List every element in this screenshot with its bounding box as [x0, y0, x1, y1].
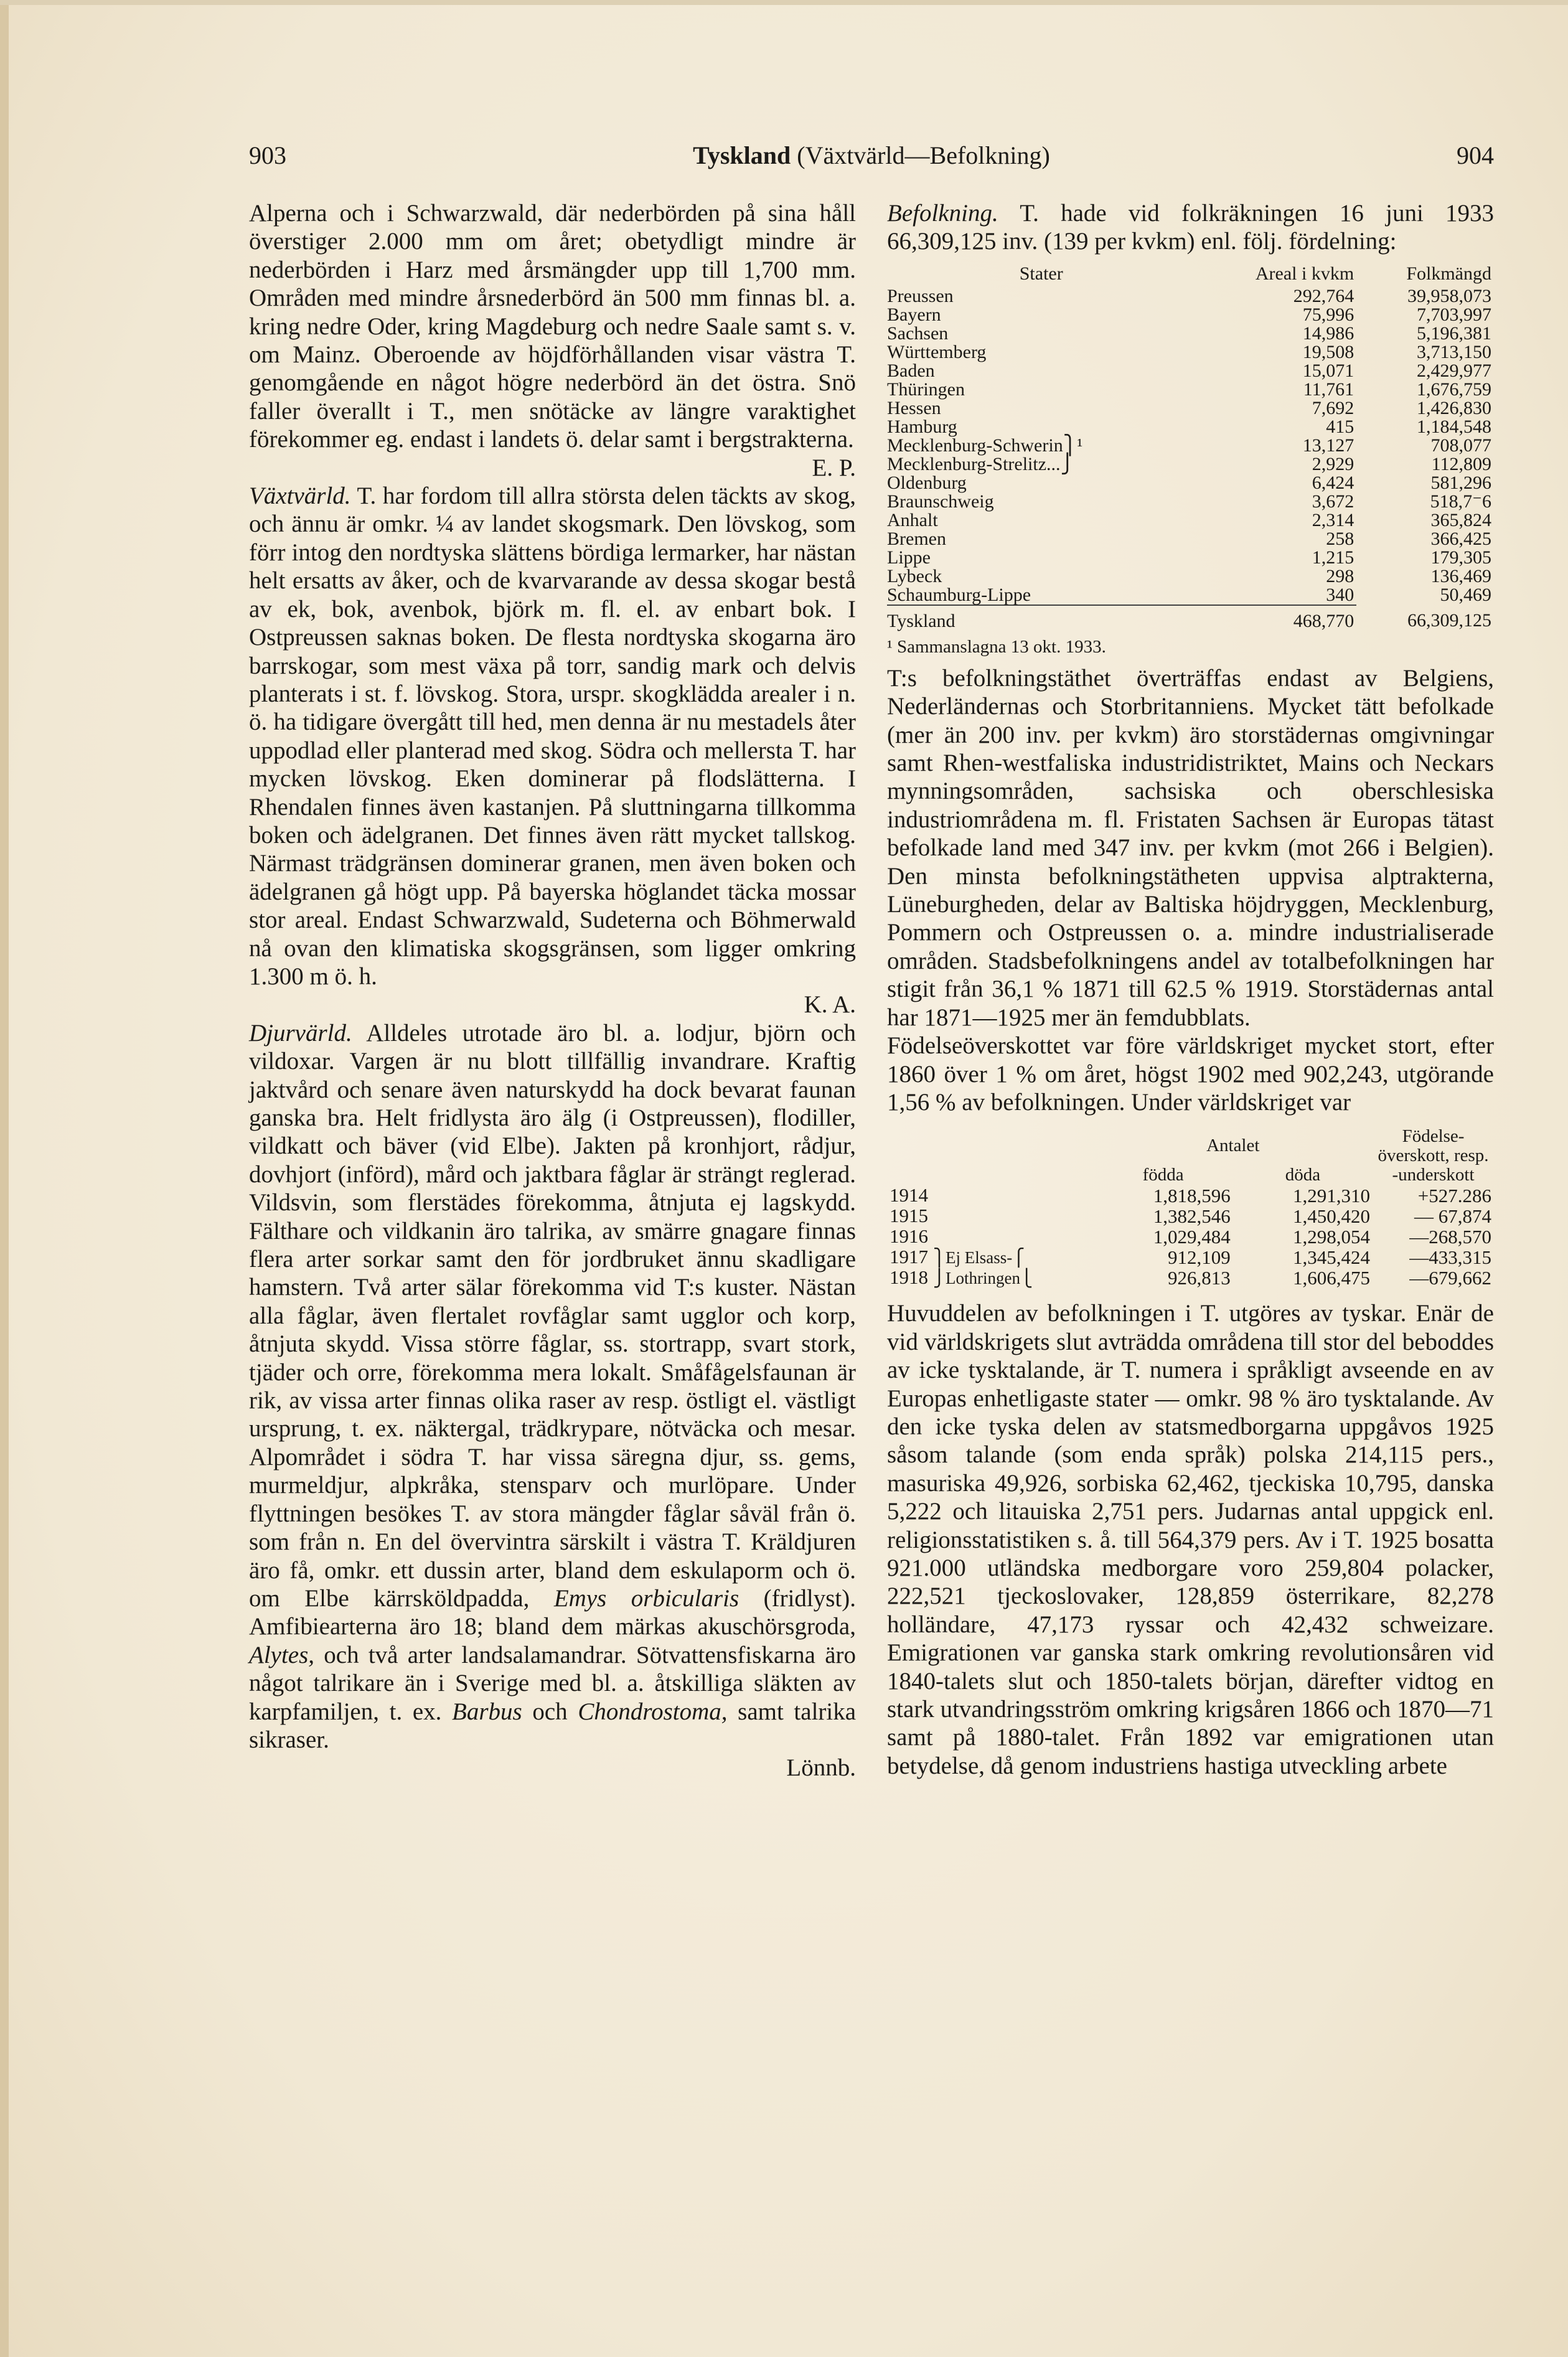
year-cell: 1917 ⎫Ej Elsass-⎧	[890, 1246, 1025, 1268]
deaths-cell: 1,291,310	[1293, 1185, 1370, 1207]
area-cell: 14,986	[1302, 322, 1354, 344]
table-row	[887, 362, 1494, 380]
table-row	[887, 474, 1494, 492]
year-cell: 1914	[890, 1184, 928, 1207]
population-cell: 581,296	[1430, 472, 1491, 493]
population-cell: 1,184,548	[1417, 416, 1491, 437]
table-row	[887, 492, 1494, 511]
column-header: Stater	[1019, 263, 1063, 284]
page-edge	[0, 0, 9, 2357]
population-cell: 366,425	[1430, 528, 1491, 549]
state-name: Mecklenburg-Schwerin⎫¹	[887, 435, 1083, 456]
state-name: Sachsen	[887, 322, 949, 344]
title-sub: (Växtvärld—Befolkning)	[797, 141, 1050, 169]
area-cell: 11,761	[1303, 379, 1354, 400]
table-row	[887, 1185, 1494, 1206]
table-row	[887, 306, 1494, 324]
table-row	[887, 418, 1494, 436]
state-name: Lybeck	[887, 565, 942, 586]
deaths-cell: 1,345,424	[1293, 1246, 1370, 1269]
area-cell: 415	[1326, 416, 1354, 437]
surplus-cell: —268,570	[1409, 1226, 1491, 1248]
year-cell: 1915	[890, 1205, 928, 1227]
page-number-right: 904	[1457, 141, 1494, 169]
table-row	[887, 436, 1494, 455]
table-row	[887, 1268, 1494, 1288]
year-cell: 1916	[890, 1225, 928, 1248]
population-cell: 3,713,150	[1417, 341, 1491, 362]
table-row	[887, 380, 1494, 399]
state-name: Baden	[887, 360, 935, 381]
table-row	[887, 1226, 1494, 1247]
paragraph-population: Befolkning. T. hade vid folkräkningen 16 juni 1933 66,309,125 inv. (139 per kvkm) enl. följ. fördelning:	[887, 200, 1494, 255]
surplus-cell: —433,315	[1409, 1246, 1491, 1269]
year-note: ⎫Ej Elsass-⎧	[932, 1248, 1025, 1268]
area-cell: 3,672	[1312, 491, 1354, 512]
year-cell: 1918 ⎭Lothringen⎩	[890, 1266, 1033, 1289]
paragraph-density: T:s befolkningstäthet överträffas endast av Belgiens, Nederländernas och Storbritanniens. Mycket tätt befolkade (mer än 200 inv. per kvkm) äro storstädernas omgivningar samt Rhen-westfaliska industridistriktet, Mains och Neckars mynningsområden, sachsiska och oberschlesiska industriområdena m. fl. Fristaten Sachsen är Europas tätast befolkade land med 347 inv. per kvkm (mot 266 i Belgien). Den minsta befolkningstätheten uppvisa alptrakterna, Lüneburgheden, delar av Baltiska höjdryggen, Mecklenburg, Pommern och Ostpreussen o. a. mindre industrialiserade områden. Stadsbefolkningens andel av totalbefolkningen har stigit från 36,1 % 1871 till 62.5 % 1919. Storstädernas antal har 1871—1925 mer än femdubblats.	[887, 664, 1494, 1031]
table-row	[887, 455, 1494, 474]
column-header-overskott: Födelse-överskott, resp. -underskott	[1378, 1126, 1489, 1185]
area-cell: 19,508	[1302, 341, 1354, 362]
state-name: Lippe	[887, 547, 931, 568]
population-cell: 50,469	[1440, 585, 1491, 606]
table-row	[887, 548, 1494, 567]
population-cell: 7,703,997	[1417, 304, 1491, 325]
area-cell: 75,996	[1302, 304, 1354, 325]
state-name: Bremen	[887, 528, 946, 549]
surplus-cell: +527.286	[1417, 1185, 1491, 1207]
state-name: Schaumburg-Lippe	[887, 584, 1031, 605]
table-row	[887, 586, 1494, 605]
page-header	[249, 141, 1494, 178]
section-heading-flora: Växtvärld.	[249, 482, 351, 510]
author-signature: K. A.	[804, 991, 856, 1019]
population-cell: 1,676,759	[1417, 379, 1491, 400]
area-cell: 340	[1326, 584, 1354, 605]
state-name: Anhalt	[887, 509, 938, 530]
state-name: Hessen	[887, 397, 941, 418]
area-cell: 15,071	[1302, 360, 1354, 381]
table-row	[887, 399, 1494, 418]
column-header-doda: döda	[1285, 1165, 1321, 1185]
paragraph-fauna: Djurvärld. Alldeles utrotade äro bl. a. lodjur, björn och vildoxar. Vargen är nu blott tillfällig invandrare. Kraftig jaktvård och senare även naturskydd ha dock bevarat faunan ganska bra. Helt fridlysta äro älg (i Ostpreussen), flodiller, vildkatt och bäver (vid Elbe). Jakten på kronhjort, rådjur, dovhjort (införd), mård och jaktbara fåglar är strängt reglerad. Vildsvin, som flerstädes förekomma, åtnjuta ej lagskydd. Fälthare och vildkanin äro talrika, av smärre gnagare finnas flera arter sorkar samt den för jordbruket ännu skadligare hamstern. Två arter sälar förekomma vid T:s kuster. Nästan alla fåglar, även flertalet rovfåglar samt ugglor och korp, åtnjuta skydd. Vissa större fåglar, ss. stortrapp, svart stork, tjäder och orre, förekomma mera lokalt. Småfågelsfaunan är rik, av vissa arter finnas olika raser av resp. östligt el. västligt ursprung, t. ex. näktergal, trädkrypare, nötväcka och mesar. Alpområdet i södra T. har vissa säregna djur, ss. gems, murmeldjur, alpkråka, stensparv och murlöpare. Under flyttningen besökes T. av stora mängder fåglar såväl från ö. som från n. En del övervintra särskilt i västra T. Kräldjuren äro få, omkr. ett dussin arter, bland dem eskulaporm och ö. om Elbe kärrsköldpadda, Emys orbicularis (fridlyst). Amfibiearterna äro 18; bland dem märkas akuschörsgroda, Alytes, och två arter landsalamandrar. Sötvattensfiskarna äro något talrikare än i Sverige med bl. a. åtskilliga släkten av karpfamiljen, t. ex. Barbus och Chondrostoma, samt talrika sikraser. Lönnb.	[249, 1019, 857, 1782]
table-row	[887, 324, 1494, 343]
population-cell: 365,824	[1430, 509, 1491, 530]
births-cell: 1,029,484	[1153, 1226, 1231, 1248]
title-main: Tyskland	[693, 141, 791, 169]
page-top-edge	[0, 0, 1568, 5]
total-label: Tyskland	[887, 605, 1198, 631]
population-cell: 112,809	[1431, 453, 1491, 474]
table-row	[887, 343, 1494, 362]
state-name: Württemberg	[887, 341, 987, 362]
paragraph-climate: Alperna och i Schwarzwald, där nederbörden på sina håll överstiger 2.000 mm om året; obetydligt mindre är nederbörden i Harz med årsmängder upp till 1,700 mm. Områden med mindre årsnederbörd än 500 mm finnas bl. a. kring nedre Oder, kring Magdeburg och nedre Saale samt s. v. om Mainz. Oberoende av höjdförhållanden visar västra T. genomgående en något högre nederbörd än det östra. Snö faller överallt i T., men snötäcke av längre varaktighet förekommer eg. endast i landets ö. delar samt i bergstrakterna. E. P.	[249, 200, 856, 481]
total-cell: 66,309,125	[1407, 610, 1491, 631]
deaths-cell: 1,606,475	[1293, 1267, 1370, 1289]
column-header-fodda: födda	[1142, 1165, 1184, 1185]
column-header-antalet: Antalet	[1206, 1135, 1260, 1155]
state-name: Mecklenburg-Strelitz...⎭	[887, 453, 1075, 474]
state-name: Preussen	[887, 285, 954, 306]
area-cell: 13,127	[1302, 435, 1354, 456]
author-signature: E. P.	[812, 454, 856, 481]
table-row	[887, 1206, 1494, 1226]
population-cell: 136,469	[1430, 565, 1491, 586]
surplus-cell: — 67,874	[1414, 1205, 1491, 1228]
population-cell: 518,7⁻6	[1430, 491, 1491, 512]
section-heading-fauna: Djurvärld.	[249, 1019, 352, 1047]
births-cell: 926,813	[1168, 1267, 1231, 1289]
population-cell: 708,077	[1430, 435, 1491, 456]
left-column	[249, 199, 856, 1782]
births-cell: 1,382,546	[1153, 1205, 1231, 1228]
area-cell: 258	[1326, 528, 1354, 549]
area-cell: 7,692	[1312, 397, 1354, 418]
states-population-table	[887, 265, 1494, 631]
table-row	[887, 1247, 1494, 1268]
running-title	[249, 141, 1494, 170]
paragraph-flora: Växtvärld. T. har fordom till allra största delen täckts av skog, och ännu är omkr. ¼ av landet skogsmark. Den lövskog, som förr intog den nordtyska slättens bördiga lermarker, har nästan helt ersatts av åker, och de kvarvarande av dessa skogar bestå av ek, bok, avenbok, björk m. fl. el. av enbart bok. I Ostpreussen saknas boken. De flesta nordtyska skogarna äro barrskogar, som mest växa på torr, sandig mark och delvis planterats i st. f. lövskog. Stora, urspr. skogklädda arealer i n. ö. ha tidigare övergått till hed, men denna är nu mestadels åter uppodlad eller planterad med skog. Södra och mellersta T. har mycken lövskog. Eken dominerar på flodslätterna. I Rhendalen finnes även kastanjen. På sluttningarna tillkomma boken och ädelgranen. Det finnes även rätt mycket tallskog. Närmast trädgränsen dominerar granen, men även boken och ädelgranen gå högt upp. På bayerska höglandet täcka mossar stor areal. Endast Schwarzwald, Sudeterna och Böhmerwald nå ovan den klimatiska skogsgränsen, som ligger omkring 1.300 m ö. h. K. A.	[249, 482, 857, 1019]
births-cell: 1,818,596	[1153, 1185, 1231, 1207]
area-cell: 2,314	[1312, 509, 1354, 530]
population-cell: 179,305	[1430, 547, 1491, 568]
area-cell: 2,929	[1312, 453, 1354, 474]
state-name: Bayern	[887, 304, 941, 325]
total-row	[887, 605, 1494, 631]
area-cell: 292,764	[1293, 285, 1354, 306]
table-footnote: ¹ Sammanslagna 13 okt. 1933.	[887, 636, 1106, 657]
population-cell: 2,429,977	[1417, 360, 1491, 381]
area-cell: 298	[1326, 565, 1354, 586]
paragraph-nationality: Huvuddelen av befolkningen i T. utgöres av tyskar. Enär de vid världskrigets slut avträdda områdena till stor del beboddes av icke tysktalande, är T. numera i språkligt avseende en av Europas enhetligaste stater — omkr. 98 % äro tysktalande. Av den icke tyska delen av statsmedborgarna uppgåvos 1925 såsom talande (som enda språk) polska 214,115 pers., masuriska 49,926, sorbiska 62,462, tjeckiska 10,795, danska 5,222 och litauiska 2,751 pers. Judarnas antal uppgick enl. religionsstatistiken s. å. till 564,379 pers. Av i T. 1925 bosatta 921.000 utländska medborgare voro 259,804 polacker, 222,521 tjeckoslovaker, 128,859 österrikare, 82,278 holländare, 47,173 ryssar och 42,432 schweizare. Emigrationen var ganska stark omkring revolutionsåren vid 1840-talets slut och 1850-talets början, därefter vidtog en stark utvandringsström omkring krigsåren 1866 och 1870—71 samt på 1880-talet. Från 1892 var emigrationen utan betydelse, då genom industriens hastiga utveckling arbete	[887, 1300, 1494, 1779]
column-header: Folkmängd	[1406, 263, 1491, 284]
table-row	[887, 530, 1494, 548]
section-heading-population: Befolkning.	[887, 200, 998, 227]
year-note: ⎭Lothringen⎩	[932, 1269, 1033, 1288]
area-cell: 6,424	[1312, 472, 1354, 493]
population-cell: 1,426,830	[1417, 397, 1491, 418]
state-name: Braunschweig	[887, 491, 994, 512]
deaths-cell: 1,450,420	[1293, 1205, 1370, 1228]
births-deaths-table	[887, 1126, 1494, 1288]
deaths-cell: 1,298,054	[1293, 1226, 1370, 1248]
paragraph-births: Födelseöverskottet var före världskriget mycket stort, efter 1860 över 1 % om året, högst 1902 med 902,243, utgörande 1,56 % av befolkningen. Under världskriget var	[887, 1032, 1494, 1116]
births-cell: 912,109	[1168, 1246, 1231, 1269]
column-header: Areal i kvkm	[1255, 263, 1354, 284]
state-name: Oldenburg	[887, 472, 967, 493]
state-name: Thüringen	[887, 379, 965, 400]
surplus-cell: —679,662	[1409, 1267, 1491, 1289]
page-number-left: 903	[249, 141, 286, 169]
author-signature: Lönnb.	[786, 1754, 856, 1782]
state-name: Hamburg	[887, 416, 957, 437]
total-cell: 468,770	[1198, 605, 1356, 631]
right-column	[887, 199, 1494, 1780]
population-cell: 39,958,073	[1407, 285, 1491, 306]
table-row	[887, 511, 1494, 530]
population-cell: 5,196,381	[1417, 322, 1491, 344]
table-row	[887, 567, 1494, 586]
table-row	[887, 287, 1494, 306]
area-cell: 1,215	[1312, 547, 1354, 568]
